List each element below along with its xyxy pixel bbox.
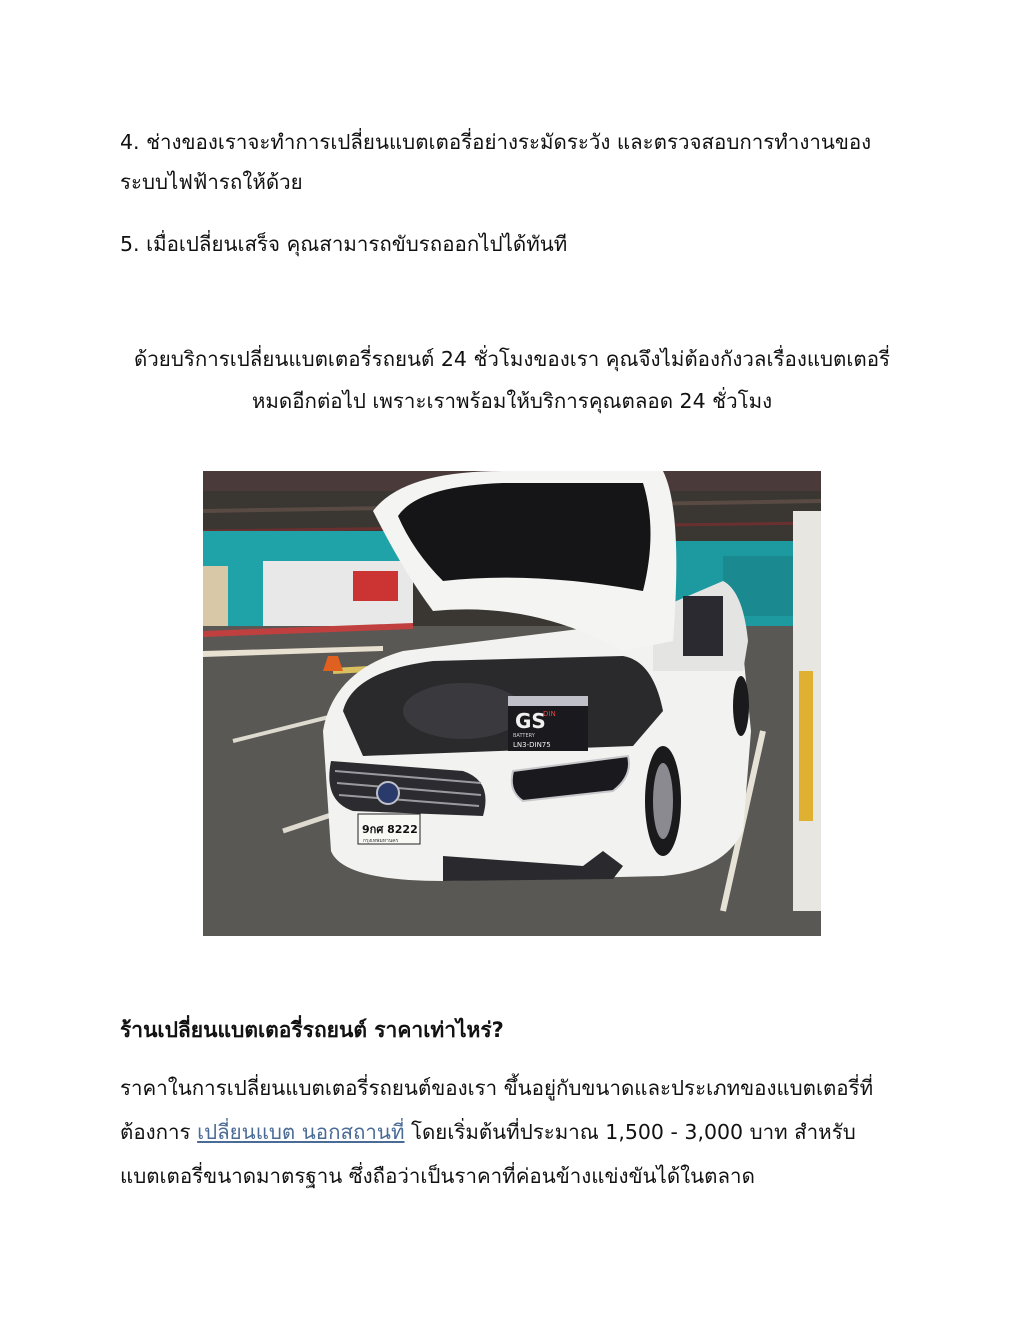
battery-brand-label: GS xyxy=(515,709,546,733)
offsite-battery-replacement-link[interactable]: เปลี่ยนแบต นอกสถานที่ xyxy=(197,1120,405,1144)
license-plate-province: กรุงเทพมหานคร xyxy=(363,838,399,844)
price-paragraph xyxy=(120,1066,910,1198)
price-section-heading: ร้านเปลี่ยนแบตเตอรี่รถยนต์ ราคาเท่าไหร่? xyxy=(120,1018,504,1042)
step-4-paragraph xyxy=(120,122,910,202)
summary-line-2: หมดอีกต่อไป เพราะเราพร้อมให้บริการคุณตลอด 24 ชั่วโมง xyxy=(251,389,773,413)
step-4-line-2: ระบบไฟฟ้ารถให้ด้วย xyxy=(120,170,303,194)
price-line-3: แบตเตอรี่ขนาดมาตรฐาน ซึ่งถือว่าเป็นราคาที่ค่อนข้างแข่งขันได้ในตลาด xyxy=(120,1164,755,1188)
summary-paragraph xyxy=(110,338,914,422)
price-line-2-end: โดยเริ่มต้นที่ประมาณ 1,500 - 3,000 บาท สำหรับ xyxy=(404,1120,856,1144)
license-plate-number: 9กศ 8222 xyxy=(362,823,418,836)
price-line-2-start: ต้องการ xyxy=(120,1120,198,1144)
step-5-paragraph: 5. เมื่อเปลี่ยนเสร็จ คุณสามารถขับรถออกไปได้ทันที xyxy=(120,232,568,256)
summary-line-1: ด้วยบริการเปลี่ยนแบตเตอรี่รถยนต์ 24 ชั่วโมงของเรา คุณจึงไม่ต้องกังวลเรื่องแบตเตอรี่ xyxy=(133,347,891,371)
step-4-line-1: 4. ช่างของเราจะทำการเปลี่ยนแบตเตอรี่อย่างระมัดระวัง และตรวจสอบการทำงานของ xyxy=(120,130,872,154)
battery-model-label: LN3-DIN75 xyxy=(513,741,551,749)
price-line-1: ราคาในการเปลี่ยนแบตเตอรี่รถยนต์ของเรา ขึ้นอยู่กับขนาดและประเภทของแบตเตอรี่ที่ xyxy=(120,1076,874,1100)
battery-tag-label: DIN xyxy=(543,710,556,718)
car-battery-photo xyxy=(203,471,821,936)
battery-sub-label: BATTERY xyxy=(513,733,535,739)
